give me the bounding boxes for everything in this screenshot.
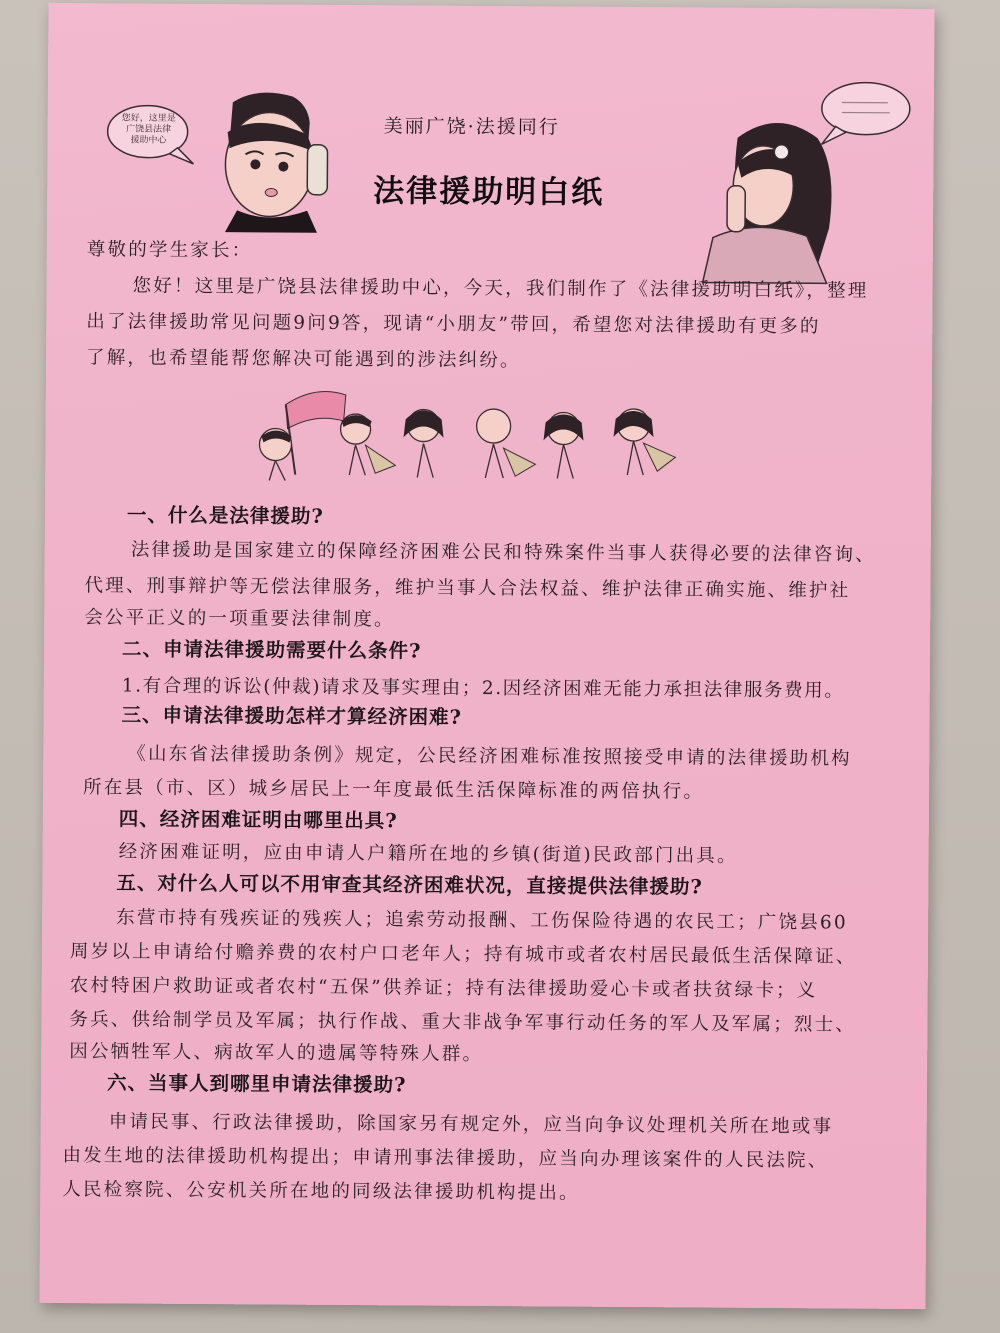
section-heading: 四、经济困难证明由哪里出具? — [118, 807, 398, 833]
girl-on-phone-illustration — [697, 67, 919, 289]
section-line: 务兵、供给制学员及军属；执行作战、重大非战争军事行动任务的军人及军属；烈士、 — [69, 1009, 857, 1036]
section-line: 所在县（市、区）城乡居民上一年度最低生活保障标准的两倍执行。 — [82, 777, 705, 803]
section-line: 周岁以上申请给付赡养费的农村户口老年人；持有城市或者农村居民最低生活保障证、 — [69, 941, 857, 968]
section-line: 农村特困户救助证或者农村“五保”供养证；持有法律援助爱心卡或者扶贫绿卡；义 — [69, 975, 818, 1002]
document-title: 法律援助明白纸 — [373, 173, 605, 211]
bubble-line: 广饶县法律 — [126, 124, 172, 135]
section-line: 《山东省法律援助条例》规定，公民经济困难标准按照接受申请的法律援助机构 — [127, 743, 852, 770]
flyer-sheet — [39, 3, 934, 1309]
section-line: 人民检察院、公安机关所在地的同级法律援助机构提出。 — [62, 1179, 580, 1204]
section-heading: 五、对什么人可以不用审查其经济困难状况，直接提供法律援助? — [116, 871, 703, 899]
section-line: 因公牺牲军人、病故军人的遗属等特殊人群。 — [69, 1041, 484, 1065]
intro-line: 出了法律援助常见问题9问9答，现请“小朋友”带回，希望您对法律援助有更多的 — [86, 311, 821, 338]
section-line: 东营市持有残疾证的残疾人；追索劳动报酬、工伤保险待遇的农民工；广饶县60 — [116, 907, 848, 934]
section-heading: 二、申请法律援助需要什么条件? — [121, 637, 422, 663]
section-heading: 一、什么是法律援助? — [126, 503, 324, 528]
greeting: 尊敬的学生家长： — [86, 239, 253, 262]
section-line: 经济困难证明，应由申请人户籍所在地的乡镇(街道)民政部门出具。 — [118, 841, 738, 867]
bubble-line: 援助中心 — [130, 135, 167, 146]
tagline: 美丽广饶·法援同行 — [383, 115, 560, 139]
section-line: 1.有合理的诉讼(仲裁)请求及事实理由；2.因经济困难无能力承担法律服务费用。 — [121, 675, 845, 702]
section-heading: 六、当事人到哪里申请法律援助? — [106, 1071, 407, 1097]
children-parade-illustration — [245, 384, 706, 487]
intro-line: 您好！这里是广饶县法律援助中心，今天，我们制作了《法律援助明白纸》，整理 — [132, 275, 869, 302]
section-line: 法律援助是国家建立的保障经济困难公民和特殊案件当事人获得必要的法律咨询、 — [130, 539, 877, 566]
section-line: 代理、刑事辩护等无偿法律服务，维护当事人合法权益、维护法律正确实施、维护社 — [84, 575, 851, 602]
bubble-line: 您好，这里是 — [121, 113, 176, 124]
section-heading: 三、申请法律援助怎样才算经济困难? — [121, 703, 463, 729]
section-line: 申请民事、行政法律援助，除国家另有规定外，应当向争议处理机关所在地或事 — [108, 1111, 834, 1138]
intro-line: 了解，也希望能帮您解决可能遇到的涉法纠纷。 — [85, 347, 521, 372]
section-line: 会公平正义的一项重要法律制度。 — [84, 607, 395, 631]
section-line: 由发生地的法律援助机构提出；申请刑事法律援助，应当向办理该案件的人民法院、 — [62, 1145, 829, 1172]
